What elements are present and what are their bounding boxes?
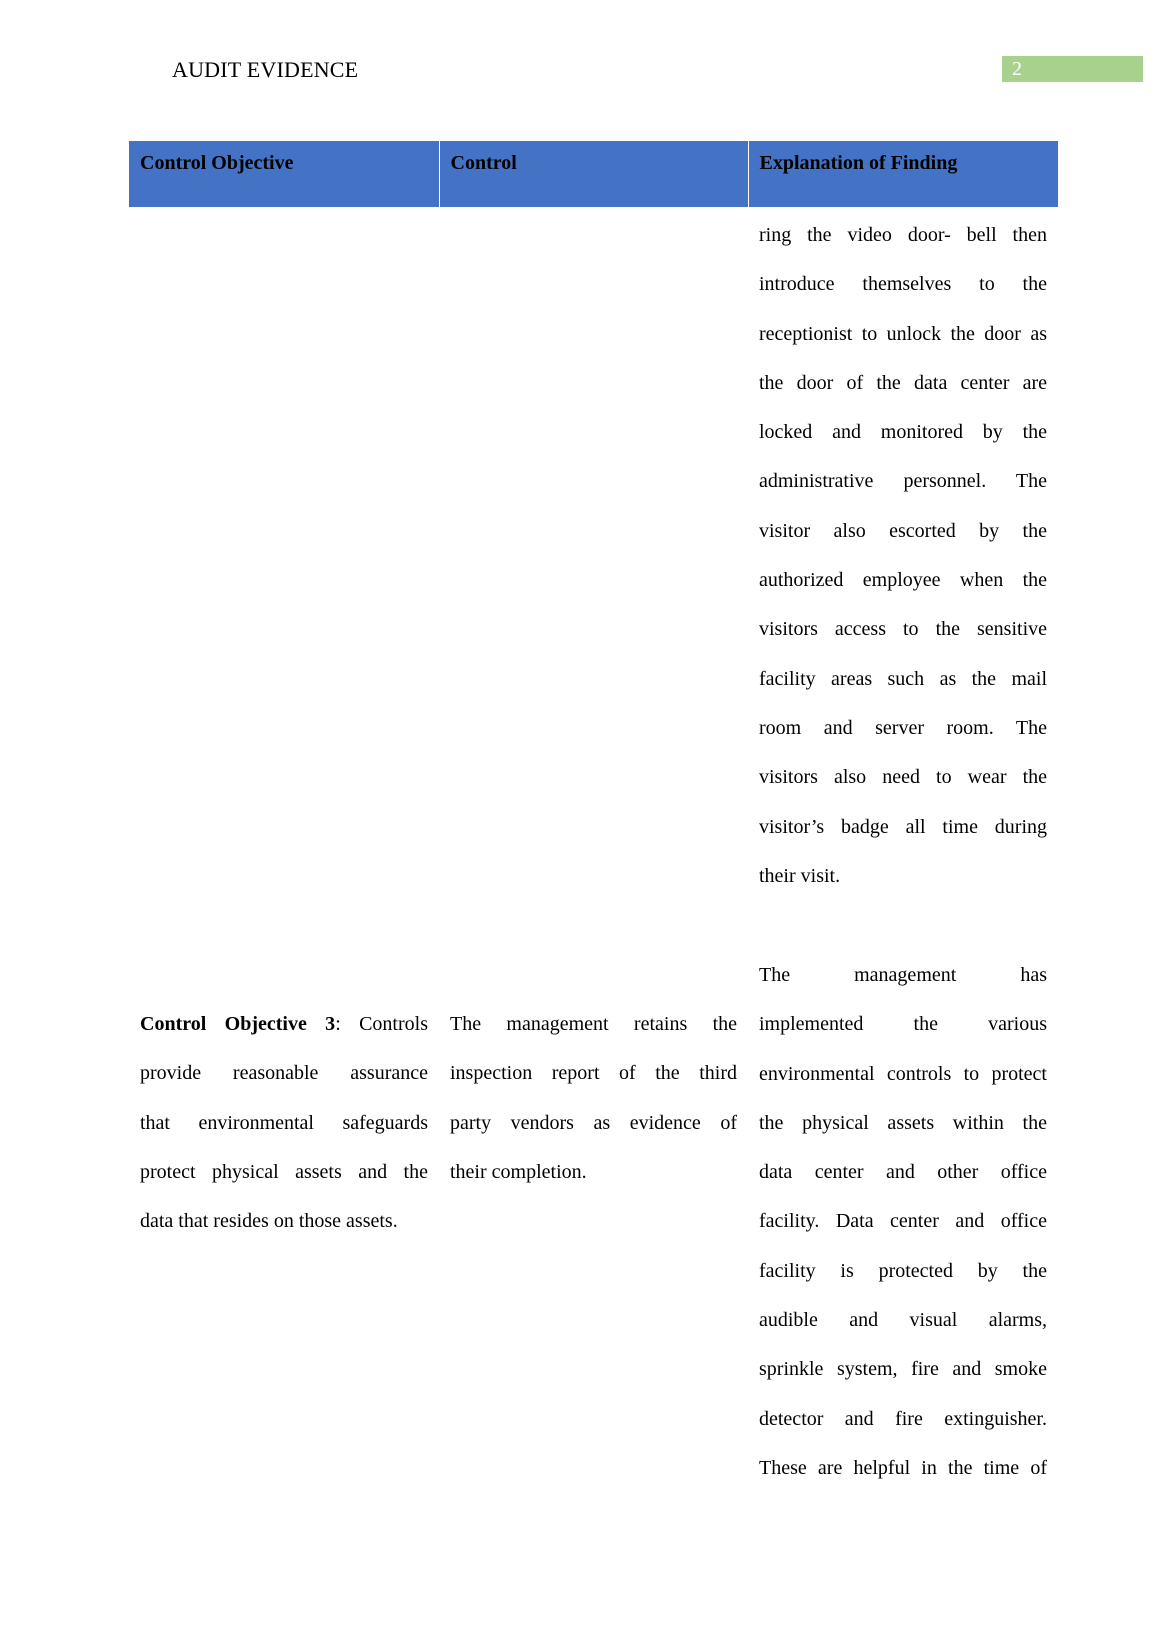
objective-cell	[129, 207, 439, 951]
table-row	[129, 207, 1058, 951]
objective-text: : Controls	[335, 1013, 428, 1035]
text-line: party vendors as evidence of	[450, 1111, 737, 1134]
explanation-cell	[748, 951, 1058, 1493]
text-line: the door of the data center are	[759, 371, 1047, 394]
text-line: introduce themselves to the	[759, 273, 1047, 296]
text-line: administrative personnel. The	[759, 470, 1047, 493]
header-control-objective: Control Objective	[129, 141, 439, 207]
explanation-cell	[748, 207, 1058, 951]
text-line	[140, 1000, 428, 1049]
header-explanation: Explanation of Finding	[748, 141, 1058, 207]
text-line: The management retains the	[450, 1013, 737, 1035]
text-line: implemented the various	[759, 1013, 1047, 1036]
text-line: inspection report of the third	[450, 1062, 737, 1085]
text-line: data that resides on those assets.	[140, 1210, 398, 1233]
text-line: environmental controls to protect	[759, 1062, 1047, 1085]
text-line: ring the video door- bell then	[759, 224, 1047, 246]
text-line: visitors access to the sensitive	[759, 618, 1047, 641]
text-line: facility is protected by the	[759, 1259, 1047, 1282]
text-line: sprinkle system, fire and smoke	[759, 1358, 1047, 1381]
text-line: provide reasonable assurance	[140, 1062, 428, 1085]
header-control: Control	[439, 141, 748, 207]
audit-table	[129, 141, 1058, 1493]
text-line: The management has	[759, 964, 1047, 986]
text-line: room and server room. The	[759, 716, 1047, 739]
text-line: detector and fire extinguisher.	[759, 1407, 1047, 1430]
objective-label: Control Objective 3	[140, 1013, 336, 1035]
text-line: protect physical assets and the	[140, 1160, 428, 1183]
text-line: facility areas such as the mail	[759, 667, 1047, 690]
text-line: visitor’s badge all time during	[759, 815, 1047, 838]
table-row	[129, 951, 1058, 1493]
text-line: their visit.	[759, 864, 841, 887]
text-line: authorized employee when the	[759, 569, 1047, 592]
page-number: 2	[1002, 56, 1143, 82]
text-line: that environmental safeguards	[140, 1111, 428, 1134]
text-line: locked and monitored by the	[759, 421, 1047, 444]
text-line: facility. Data center and office	[759, 1210, 1047, 1233]
running-head: AUDIT EVIDENCE	[172, 57, 359, 82]
objective-cell	[129, 951, 439, 1493]
text-line: These are helpful in the time of	[759, 1456, 1047, 1479]
text-line: audible and visual alarms,	[759, 1309, 1047, 1332]
text-line: the physical assets within the	[759, 1111, 1047, 1134]
text-line: data center and other office	[759, 1161, 1047, 1184]
text-line: visitors also need to wear the	[759, 766, 1047, 789]
text-line: their completion.	[450, 1160, 587, 1183]
control-cell	[439, 207, 748, 951]
text-line: receptionist to unlock the door as	[759, 322, 1047, 345]
control-cell	[439, 951, 748, 1493]
text-line: visitor also escorted by the	[759, 519, 1047, 542]
table-header-row	[129, 141, 1058, 207]
